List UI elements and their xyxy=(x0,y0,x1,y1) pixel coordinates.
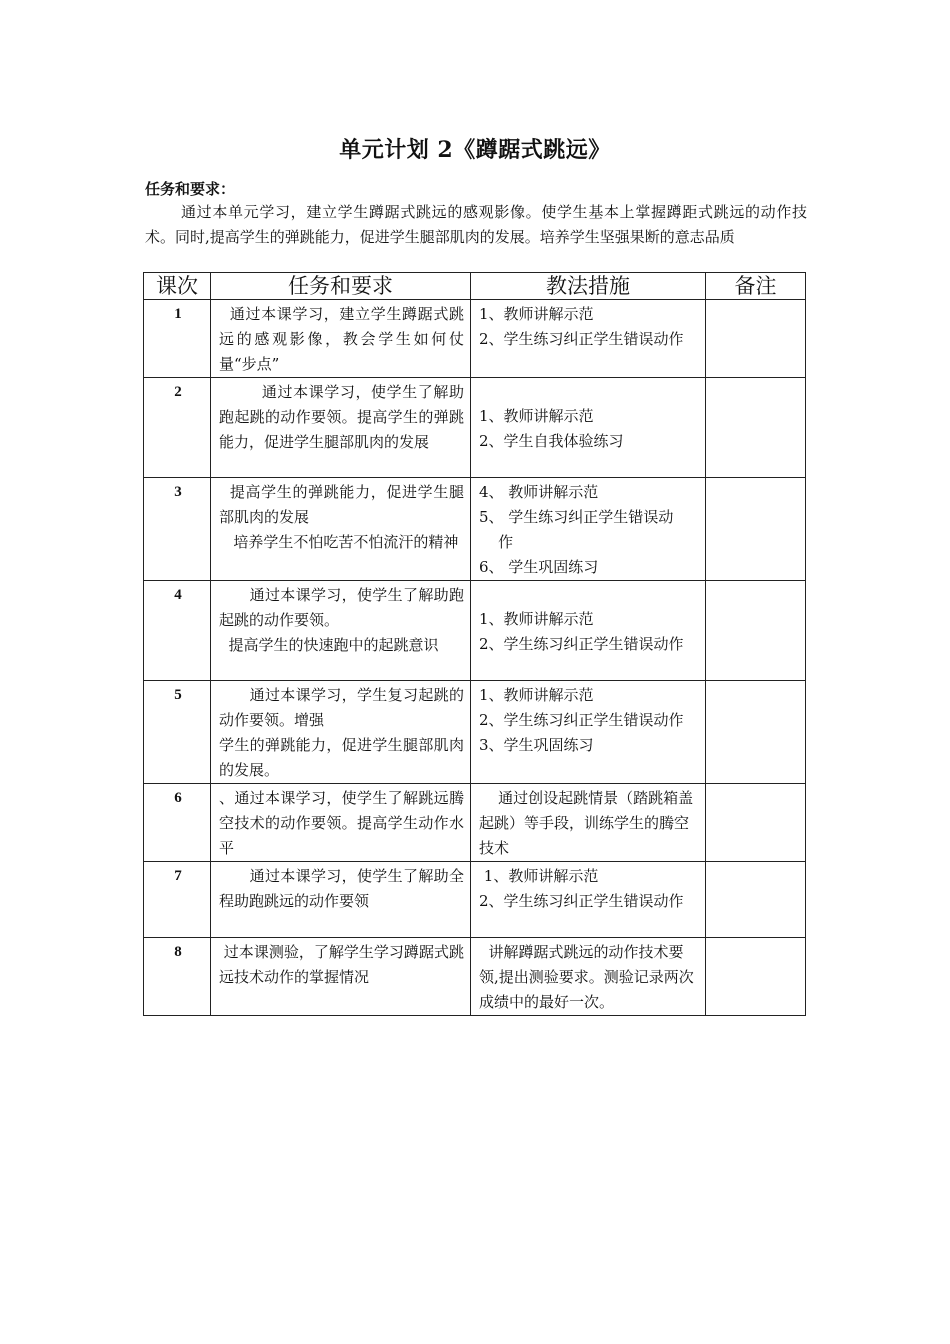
method-text: 4、 教师讲解示范 xyxy=(479,483,599,501)
task-text: 通过本课学习，学生复习起跳的动作要领。增强 xyxy=(219,686,464,729)
note-cell xyxy=(706,862,806,938)
table-row xyxy=(144,478,806,581)
task-cell xyxy=(211,784,471,862)
lesson-number: 6 xyxy=(144,784,211,862)
note-cell xyxy=(706,581,806,681)
header-note: 备注 xyxy=(706,273,806,300)
lesson-number: 7 xyxy=(144,862,211,938)
method-cell xyxy=(471,862,706,938)
task-text: 提高学生的快速跑中的起跳意识 xyxy=(219,636,439,654)
note-cell xyxy=(706,938,806,1016)
table-row xyxy=(144,862,806,938)
intro-paragraph: 通过本单元学习，建立学生蹲踞式跳远的感观影像。使学生基本上掌握蹲距式跳远的动作技术。同时,提高学生的弹跳能力，促进学生腿部肌肉的发展。培养学生坚强果断的意志品质 xyxy=(145,203,807,246)
table-row xyxy=(144,378,806,478)
header-task: 任务和要求 xyxy=(211,273,471,300)
task-text: 通过本课学习，使学生了解助全程助跑跳远的动作要领 xyxy=(219,867,464,910)
method-text: 1、教师讲解示范 xyxy=(479,406,594,425)
method-cell xyxy=(471,300,706,378)
task-text: 通过本课学习，使学生了解助跑起跳的动作要领。提高学生的弹跳能力，促进学生腿部肌肉的发展 xyxy=(219,383,464,451)
method-text: 2、学生练习纠正学生错误动作 xyxy=(479,634,684,653)
method-text: 1、教师讲解示范 xyxy=(479,609,594,628)
method-text: 讲解蹲踞式跳远的动作技术要领,提出测验要求。测验记录两次成绩中的最好一次。 xyxy=(479,943,694,1011)
method-cell xyxy=(471,784,706,862)
requirements-heading: 任务和要求： xyxy=(145,180,236,198)
method-text: 5、 学生练习纠正学生错误动 xyxy=(479,508,674,526)
method-text: 2、学生练习纠正学生错误动作 xyxy=(479,330,684,348)
lesson-number: 8 xyxy=(144,938,211,1016)
table-row xyxy=(144,681,806,784)
table-row xyxy=(144,784,806,862)
method-text: 作 xyxy=(479,533,514,551)
task-cell xyxy=(211,938,471,1016)
table-row xyxy=(144,581,806,681)
task-cell xyxy=(211,681,471,784)
lesson-number: 2 xyxy=(144,378,211,478)
method-cell xyxy=(471,478,706,581)
header-method: 教法措施 xyxy=(471,273,706,300)
page-title: 单元计划 2《蹲踞式跳远》 xyxy=(339,137,611,163)
method-cell xyxy=(471,938,706,1016)
note-cell xyxy=(706,300,806,378)
lesson-plan-table xyxy=(143,272,806,1016)
task-text: 通过本课学习，建立学生蹲踞式跳远的感观影像，教会学生如何仗量“步点” xyxy=(219,305,464,373)
method-text: 2、学生练习纠正学生错误动作 xyxy=(479,711,684,729)
task-text: 培养学生不怕吃苦不怕流汗的精神 xyxy=(219,533,459,551)
lesson-number: 1 xyxy=(144,300,211,378)
task-text: 通过本课学习，使学生了解助跑起跳的动作要领。 xyxy=(219,586,464,629)
task-cell xyxy=(211,478,471,581)
method-text: 3、学生巩固练习 xyxy=(479,736,594,754)
lesson-number: 3 xyxy=(144,478,211,581)
task-cell xyxy=(211,581,471,681)
method-text: 2、学生自我体验练习 xyxy=(479,431,624,450)
method-text: 6、 学生巩固练习 xyxy=(479,558,599,576)
method-cell xyxy=(471,681,706,784)
lesson-number: 4 xyxy=(144,581,211,681)
method-cell xyxy=(471,581,706,681)
table-row xyxy=(144,938,806,1016)
task-cell xyxy=(211,378,471,478)
method-text: 通过创设起跳情景（踏跳箱盖起跳）等手段，训练学生的腾空技术 xyxy=(479,789,694,857)
table-row xyxy=(144,300,806,378)
lesson-number: 5 xyxy=(144,681,211,784)
task-text: 、通过本课学习，使学生了解跳远腾空技术的动作要领。提高学生动作水平 xyxy=(219,789,464,857)
note-cell xyxy=(706,378,806,478)
task-cell xyxy=(211,300,471,378)
method-text: 1、教师讲解示范 xyxy=(479,686,594,704)
task-cell xyxy=(211,862,471,938)
method-cell xyxy=(471,378,706,478)
note-cell xyxy=(706,784,806,862)
header-lesson: 课次 xyxy=(144,273,211,300)
task-text: 学生的弹跳能力，促进学生腿部肌肉的发展。 xyxy=(219,736,464,779)
task-text: 过本课测验，了解学生学习蹲踞式跳远技术动作的掌握情况 xyxy=(219,943,464,986)
method-text: 2、学生练习纠正学生错误动作 xyxy=(479,892,684,910)
method-text: 1、教师讲解示范 xyxy=(479,867,599,885)
task-text: 提高学生的弹跳能力，促进学生腿部肌肉的发展 xyxy=(219,483,464,526)
table-header-row xyxy=(144,273,806,300)
note-cell xyxy=(706,478,806,581)
method-text: 1、教师讲解示范 xyxy=(479,305,594,323)
note-cell xyxy=(706,681,806,784)
